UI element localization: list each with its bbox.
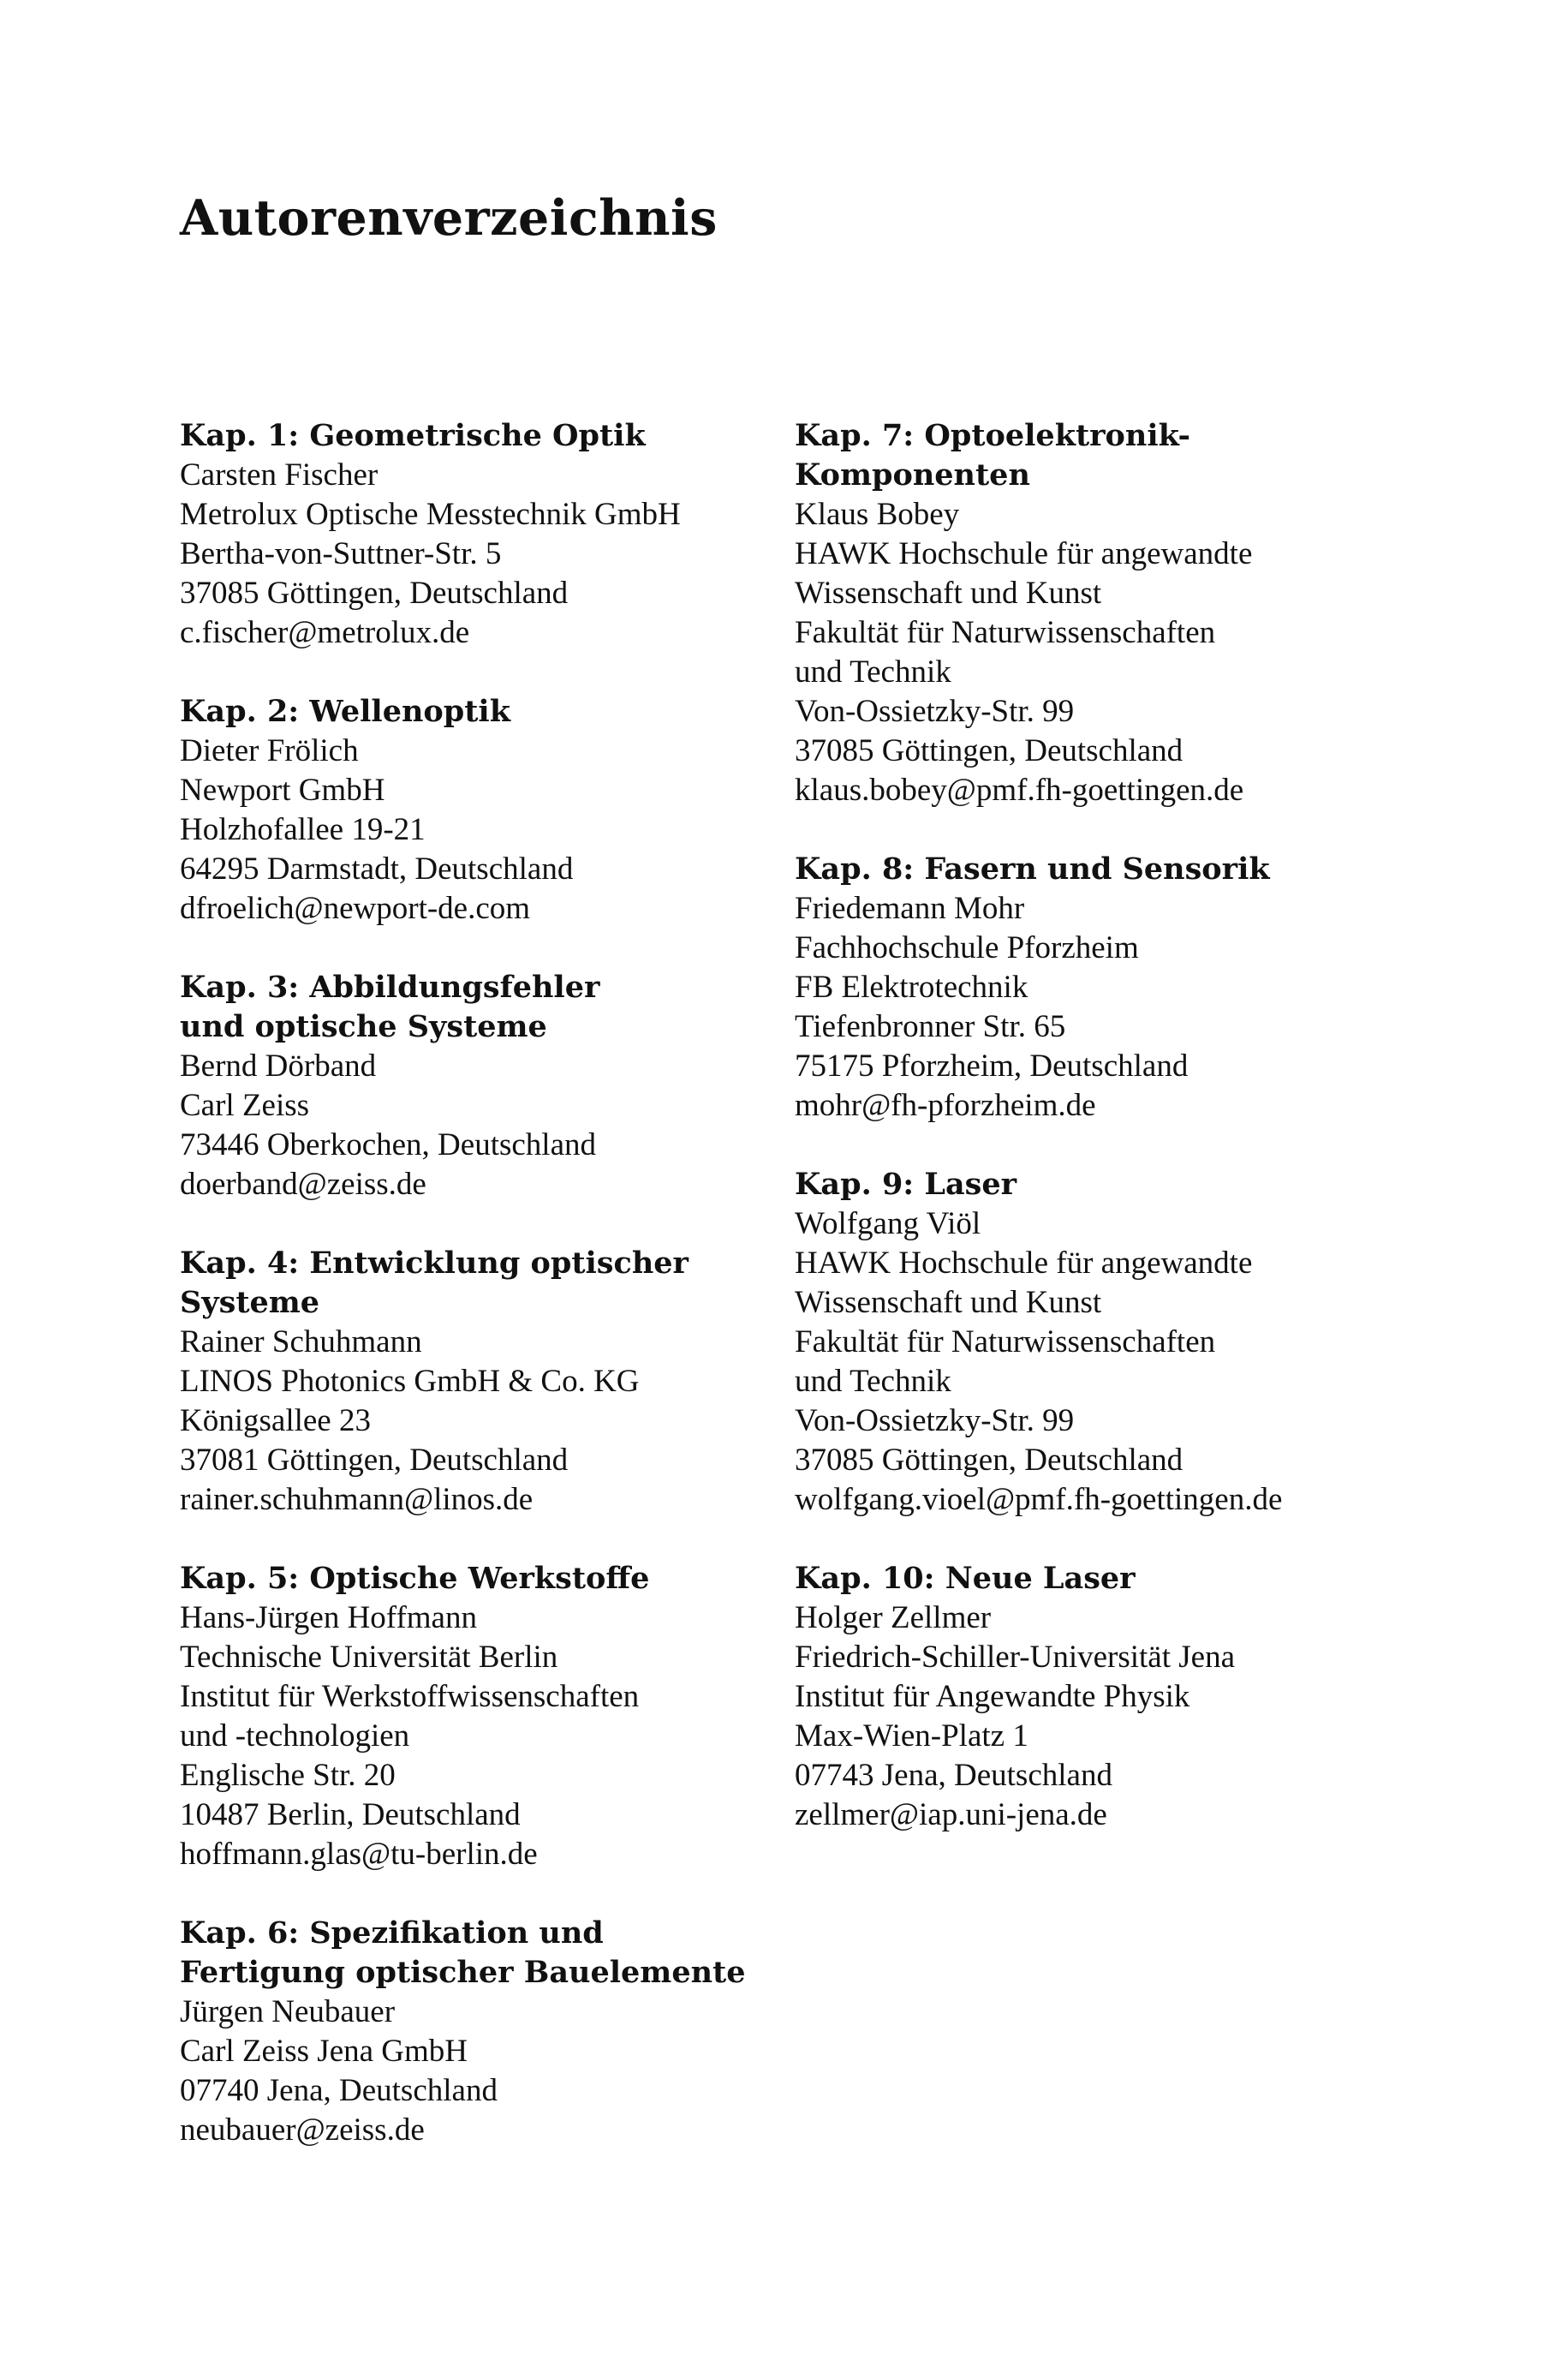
- address-line: 07740 Jena, Deutschland: [180, 2073, 498, 2108]
- author-email: neubauer@zeiss.de: [180, 2112, 425, 2148]
- address-line: und Technik: [795, 654, 951, 690]
- address-line: Von-Ossietzky-Str. 99: [795, 694, 1075, 729]
- address-line: Max-Wien-Platz 1: [795, 1718, 1028, 1754]
- address-line: Königsallee 23: [180, 1403, 371, 1438]
- chapter-heading: Kap. 7: Optoelektronik-: [795, 418, 1191, 453]
- address-line: 75175 Pforzheim, Deutschland: [795, 1049, 1189, 1084]
- page-title: Autorenverzeichnis: [180, 189, 718, 247]
- address-line: und -technologien: [180, 1718, 410, 1754]
- address-line: HAWK Hochschule für angewandte: [795, 536, 1253, 571]
- author-name: Bernd Dörband: [180, 1049, 377, 1084]
- author-entry: [795, 1165, 1480, 1520]
- author-name: Rainer Schuhmann: [180, 1324, 422, 1359]
- chapter-heading: Kap. 3: Abbildungsfehler: [180, 970, 600, 1005]
- address-line: Tiefenbronner Str. 65: [795, 1009, 1066, 1044]
- address-line: 64295 Darmstadt, Deutschland: [180, 851, 574, 887]
- address-line: Bertha-von-Suttner-Str. 5: [180, 536, 502, 571]
- address-line: Newport GmbH: [180, 773, 385, 808]
- author-name: Jürgen Neubauer: [180, 1994, 396, 2029]
- address-line: Institut für Werkstoffwissenschaften: [180, 1679, 640, 1714]
- author-entry: [180, 968, 779, 1204]
- author-entry: [180, 692, 779, 929]
- address-line: 37081 Göttingen, Deutschland: [180, 1443, 569, 1478]
- address-line: Fakultät für Naturwissenschaften: [795, 615, 1216, 650]
- chapter-heading: Kap. 9: Laser: [795, 1167, 1017, 1202]
- address-line: 37085 Göttingen, Deutschland: [795, 733, 1183, 768]
- chapter-heading: Kap. 1: Geometrische Optik: [180, 418, 646, 453]
- address-line: Von-Ossietzky-Str. 99: [795, 1403, 1075, 1438]
- address-line: und Technik: [795, 1364, 951, 1399]
- chapter-heading: Kap. 10: Neue Laser: [795, 1561, 1136, 1596]
- author-name: Wolfgang Viöl: [795, 1206, 981, 1241]
- address-line: Metrolux Optische Messtechnik GmbH: [180, 497, 681, 532]
- author-email: c.fischer@metrolux.de: [180, 615, 470, 650]
- author-entry: [180, 1244, 779, 1520]
- author-name: Carsten Fischer: [180, 457, 379, 493]
- address-line: Fachhochschule Pforzheim: [795, 930, 1139, 965]
- author-name: Hans-Jürgen Hoffmann: [180, 1600, 477, 1635]
- author-name: Klaus Bobey: [795, 497, 960, 532]
- author-email: rainer.schuhmann@linos.de: [180, 1482, 534, 1517]
- author-entry: [795, 850, 1480, 1126]
- address-line: Technische Universität Berlin: [180, 1640, 558, 1675]
- chapter-heading: Komponenten: [795, 457, 1030, 493]
- chapter-heading: Kap. 4: Entwicklung optischer: [180, 1246, 689, 1281]
- address-line: 10487 Berlin, Deutschland: [180, 1797, 521, 1832]
- address-line: Carl Zeiss: [180, 1088, 310, 1123]
- author-name: Dieter Frölich: [180, 733, 359, 768]
- address-line: 37085 Göttingen, Deutschland: [180, 576, 569, 611]
- address-line: FB Elektrotechnik: [795, 970, 1028, 1005]
- author-entry: [795, 416, 1480, 810]
- chapter-heading: Kap. 6: Spezifikation und: [180, 1915, 604, 1951]
- address-line: Institut für Angewandte Physik: [795, 1679, 1190, 1714]
- address-line: Carl Zeiss Jena GmbH: [180, 2034, 468, 2069]
- address-line: Wissenschaft und Kunst: [795, 1285, 1102, 1320]
- author-email: zellmer@iap.uni-jena.de: [795, 1797, 1107, 1832]
- author-entry: [180, 1914, 779, 2150]
- author-name: Holger Zellmer: [795, 1600, 992, 1635]
- address-line: LINOS Photonics GmbH & Co. KG: [180, 1364, 640, 1399]
- author-entry: [180, 416, 779, 653]
- chapter-heading: Kap. 2: Wellenoptik: [180, 694, 510, 729]
- author-email: doerband@zeiss.de: [180, 1167, 426, 1202]
- chapter-heading: Kap. 5: Optische Werkstoffe: [180, 1561, 650, 1596]
- chapter-heading: Kap. 8: Fasern und Sensorik: [795, 851, 1270, 887]
- address-line: Holzhofallee 19-21: [180, 812, 426, 847]
- address-line: Friedrich-Schiller-Universität Jena: [795, 1640, 1236, 1675]
- address-line: Fakultät für Naturwissenschaften: [795, 1324, 1216, 1359]
- chapter-heading: Fertigung optischer Bauelemente: [180, 1955, 746, 1990]
- author-entry: [795, 1559, 1480, 1835]
- right-column: [795, 416, 1480, 1835]
- chapter-heading: Systeme: [180, 1285, 320, 1320]
- address-line: HAWK Hochschule für angewandte: [795, 1246, 1253, 1281]
- left-column: [180, 416, 779, 2150]
- author-email: dfroelich@newport-de.com: [180, 891, 531, 926]
- address-line: 73446 Oberkochen, Deutschland: [180, 1127, 597, 1162]
- author-name: Friedemann Mohr: [795, 891, 1025, 926]
- author-email: mohr@fh-pforzheim.de: [795, 1088, 1096, 1123]
- address-line: 37085 Göttingen, Deutschland: [795, 1443, 1183, 1478]
- address-line: Englische Str. 20: [180, 1758, 396, 1793]
- author-email: klaus.bobey@pmf.fh-goettingen.de: [795, 773, 1244, 808]
- chapter-heading: und optische Systeme: [180, 1009, 547, 1044]
- author-email: wolfgang.vioel@pmf.fh-goettingen.de: [795, 1482, 1283, 1517]
- address-line: 07743 Jena, Deutschland: [795, 1758, 1112, 1793]
- author-email: hoffmann.glas@tu-berlin.de: [180, 1837, 538, 1872]
- address-line: Wissenschaft und Kunst: [795, 576, 1102, 611]
- author-entry: [180, 1559, 779, 1874]
